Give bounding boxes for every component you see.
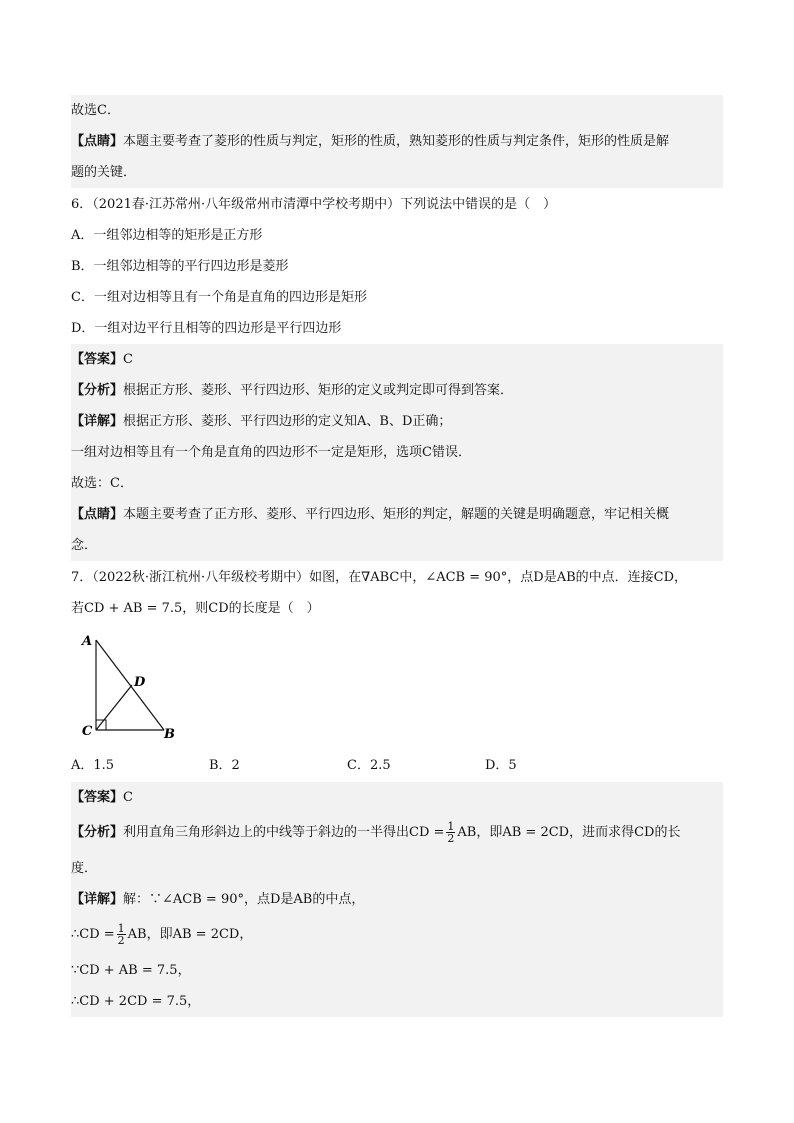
comment-tag: 【点睛】 <box>71 134 124 149</box>
q7-detail-1: 【详解】解：∵∠ACB = 90°，点D是AB的中点， <box>71 884 723 915</box>
q6-option-c: C．一组对边相等且有一个角是直角的四边形是矩形 <box>71 290 367 305</box>
q7-analysis-cont: 度． <box>71 853 723 884</box>
prev-comment-line-1: 【点睛】本题主要考查了菱形的性质与判定，矩形的性质，熟知菱形的性质与判定条件，矩形的性质是解 <box>71 126 723 157</box>
q6-option-d: D．一组对边平行且相等的四边形是平行四边形 <box>71 321 342 336</box>
q6-option-b: B．一组邻边相等的平行四边形是菱形 <box>71 259 289 274</box>
q7-stem-1: 7．（2022秋·浙江杭州·八年级校考期中）如图，在∇ABC中，∠ACB = 90°，点D是AB的中点．连接CD， <box>71 570 688 585</box>
q6-analysis: 【分析】根据正方形、菱形、平行四边形、矩形的定义或判定即可得到答案． <box>71 375 723 406</box>
fraction-one-half: $\frac{1}{2}$ <box>117 922 125 947</box>
q7-option-c: C．2.5 <box>347 758 391 773</box>
q7-option-b: B．2 <box>209 758 240 773</box>
q6-answer: 【答案】C <box>71 344 723 375</box>
prev-conclusion: 故选C． <box>71 95 723 126</box>
q7-detail-4: ∴CD + 2CD = 7.5， <box>71 986 723 1017</box>
q7-answer: 【答案】C <box>71 782 723 813</box>
q7-option-d: D．5 <box>485 758 517 773</box>
q6-option-a: A．一组邻边相等的矩形是正方形 <box>71 228 263 243</box>
q6-comment-2: 念． <box>71 530 723 561</box>
vertex-label-d: D <box>134 675 146 690</box>
q6-conclusion: 故选：C． <box>71 468 723 499</box>
fraction-one-half: $\frac{1}{2}$ <box>447 820 455 845</box>
q7-analysis: 【分析】利用直角三角形斜边上的中线等于斜边的一半得出CD = $\frac{1}{2}$ AB，即AB = 2CD，进而求得CD的长 <box>71 813 723 853</box>
vertex-label-b: B <box>164 727 175 742</box>
q7-stem-2: 若CD + AB = 7.5，则CD的长度是（ ） <box>71 601 320 616</box>
vertex-label-c: C <box>82 724 93 739</box>
q7-detail-3: ∵CD + AB = 7.5， <box>71 955 723 986</box>
prev-comment-line-2: 题的关键． <box>71 157 723 188</box>
q6-comment-1: 【点睛】本题主要考查了正方形、菱形、平行四边形、矩形的判定，解题的关键是明确题意，牢记相关概 <box>71 499 723 530</box>
q6-detail-2: 一组对边相等且有一个角是直角的四边形不一定是矩形，选项C错误． <box>71 437 723 468</box>
q7-detail-2: ∴CD = $\frac{1}{2}$ AB，即AB = 2CD， <box>71 915 723 955</box>
triangle-figure <box>78 632 188 744</box>
q6-stem: 6．（2021春·江苏常州·八年级常州市清潭中学校考期中）下列说法中错误的是（ ） <box>71 197 557 212</box>
q6-detail-1: 【详解】根据正方形、菱形、平行四边形的定义知A、B、D正确； <box>71 406 723 437</box>
q7-option-a: A．1.5 <box>71 758 115 773</box>
vertex-label-a: A <box>82 634 93 649</box>
